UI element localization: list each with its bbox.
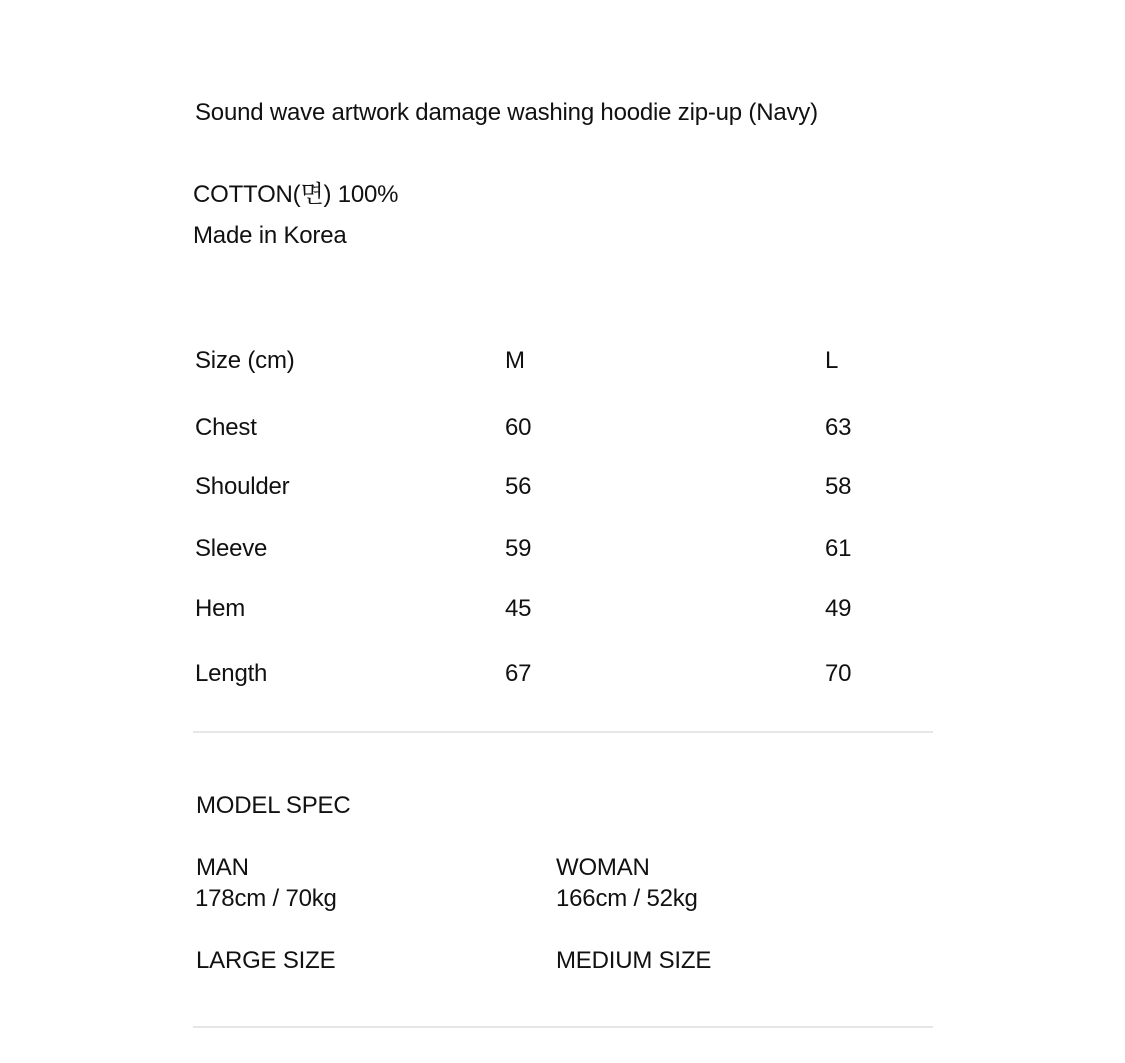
man-size: LARGE SIZE bbox=[196, 947, 336, 974]
origin-text: Made in Korea bbox=[193, 222, 347, 249]
bottom-divider bbox=[193, 1026, 933, 1028]
woman-spec: 166cm / 52kg bbox=[556, 885, 698, 912]
woman-size: MEDIUM SIZE bbox=[556, 947, 712, 974]
row-shoulder-l: 58 bbox=[825, 473, 852, 500]
row-hem-l: 49 bbox=[825, 595, 852, 622]
row-chest-label: Chest bbox=[195, 414, 257, 441]
row-chest-l: 63 bbox=[825, 414, 852, 441]
model-spec-heading: MODEL SPEC bbox=[196, 792, 351, 819]
row-length-label: Length bbox=[195, 660, 268, 687]
size-header-label: Size (cm) bbox=[195, 347, 295, 374]
row-hem-label: Hem bbox=[195, 595, 246, 622]
product-title: Sound wave artwork damage washing hoodie zip-up (Navy) bbox=[195, 99, 818, 126]
material-text: COTTON(면) 100% bbox=[193, 181, 399, 208]
row-shoulder-label: Shoulder bbox=[195, 473, 290, 500]
size-header-l: L bbox=[825, 347, 839, 374]
row-sleeve-l: 61 bbox=[825, 535, 852, 562]
man-spec: 178cm / 70kg bbox=[195, 885, 337, 912]
section-divider bbox=[193, 731, 933, 733]
row-sleeve-m: 59 bbox=[505, 535, 532, 562]
row-shoulder-m: 56 bbox=[505, 473, 532, 500]
row-sleeve-label: Sleeve bbox=[195, 535, 268, 562]
size-header-m: M bbox=[505, 347, 525, 374]
row-length-m: 67 bbox=[505, 660, 532, 687]
man-label: MAN bbox=[196, 854, 249, 881]
row-chest-m: 60 bbox=[505, 414, 532, 441]
row-length-l: 70 bbox=[825, 660, 852, 687]
woman-label: WOMAN bbox=[556, 854, 650, 881]
row-hem-m: 45 bbox=[505, 595, 532, 622]
